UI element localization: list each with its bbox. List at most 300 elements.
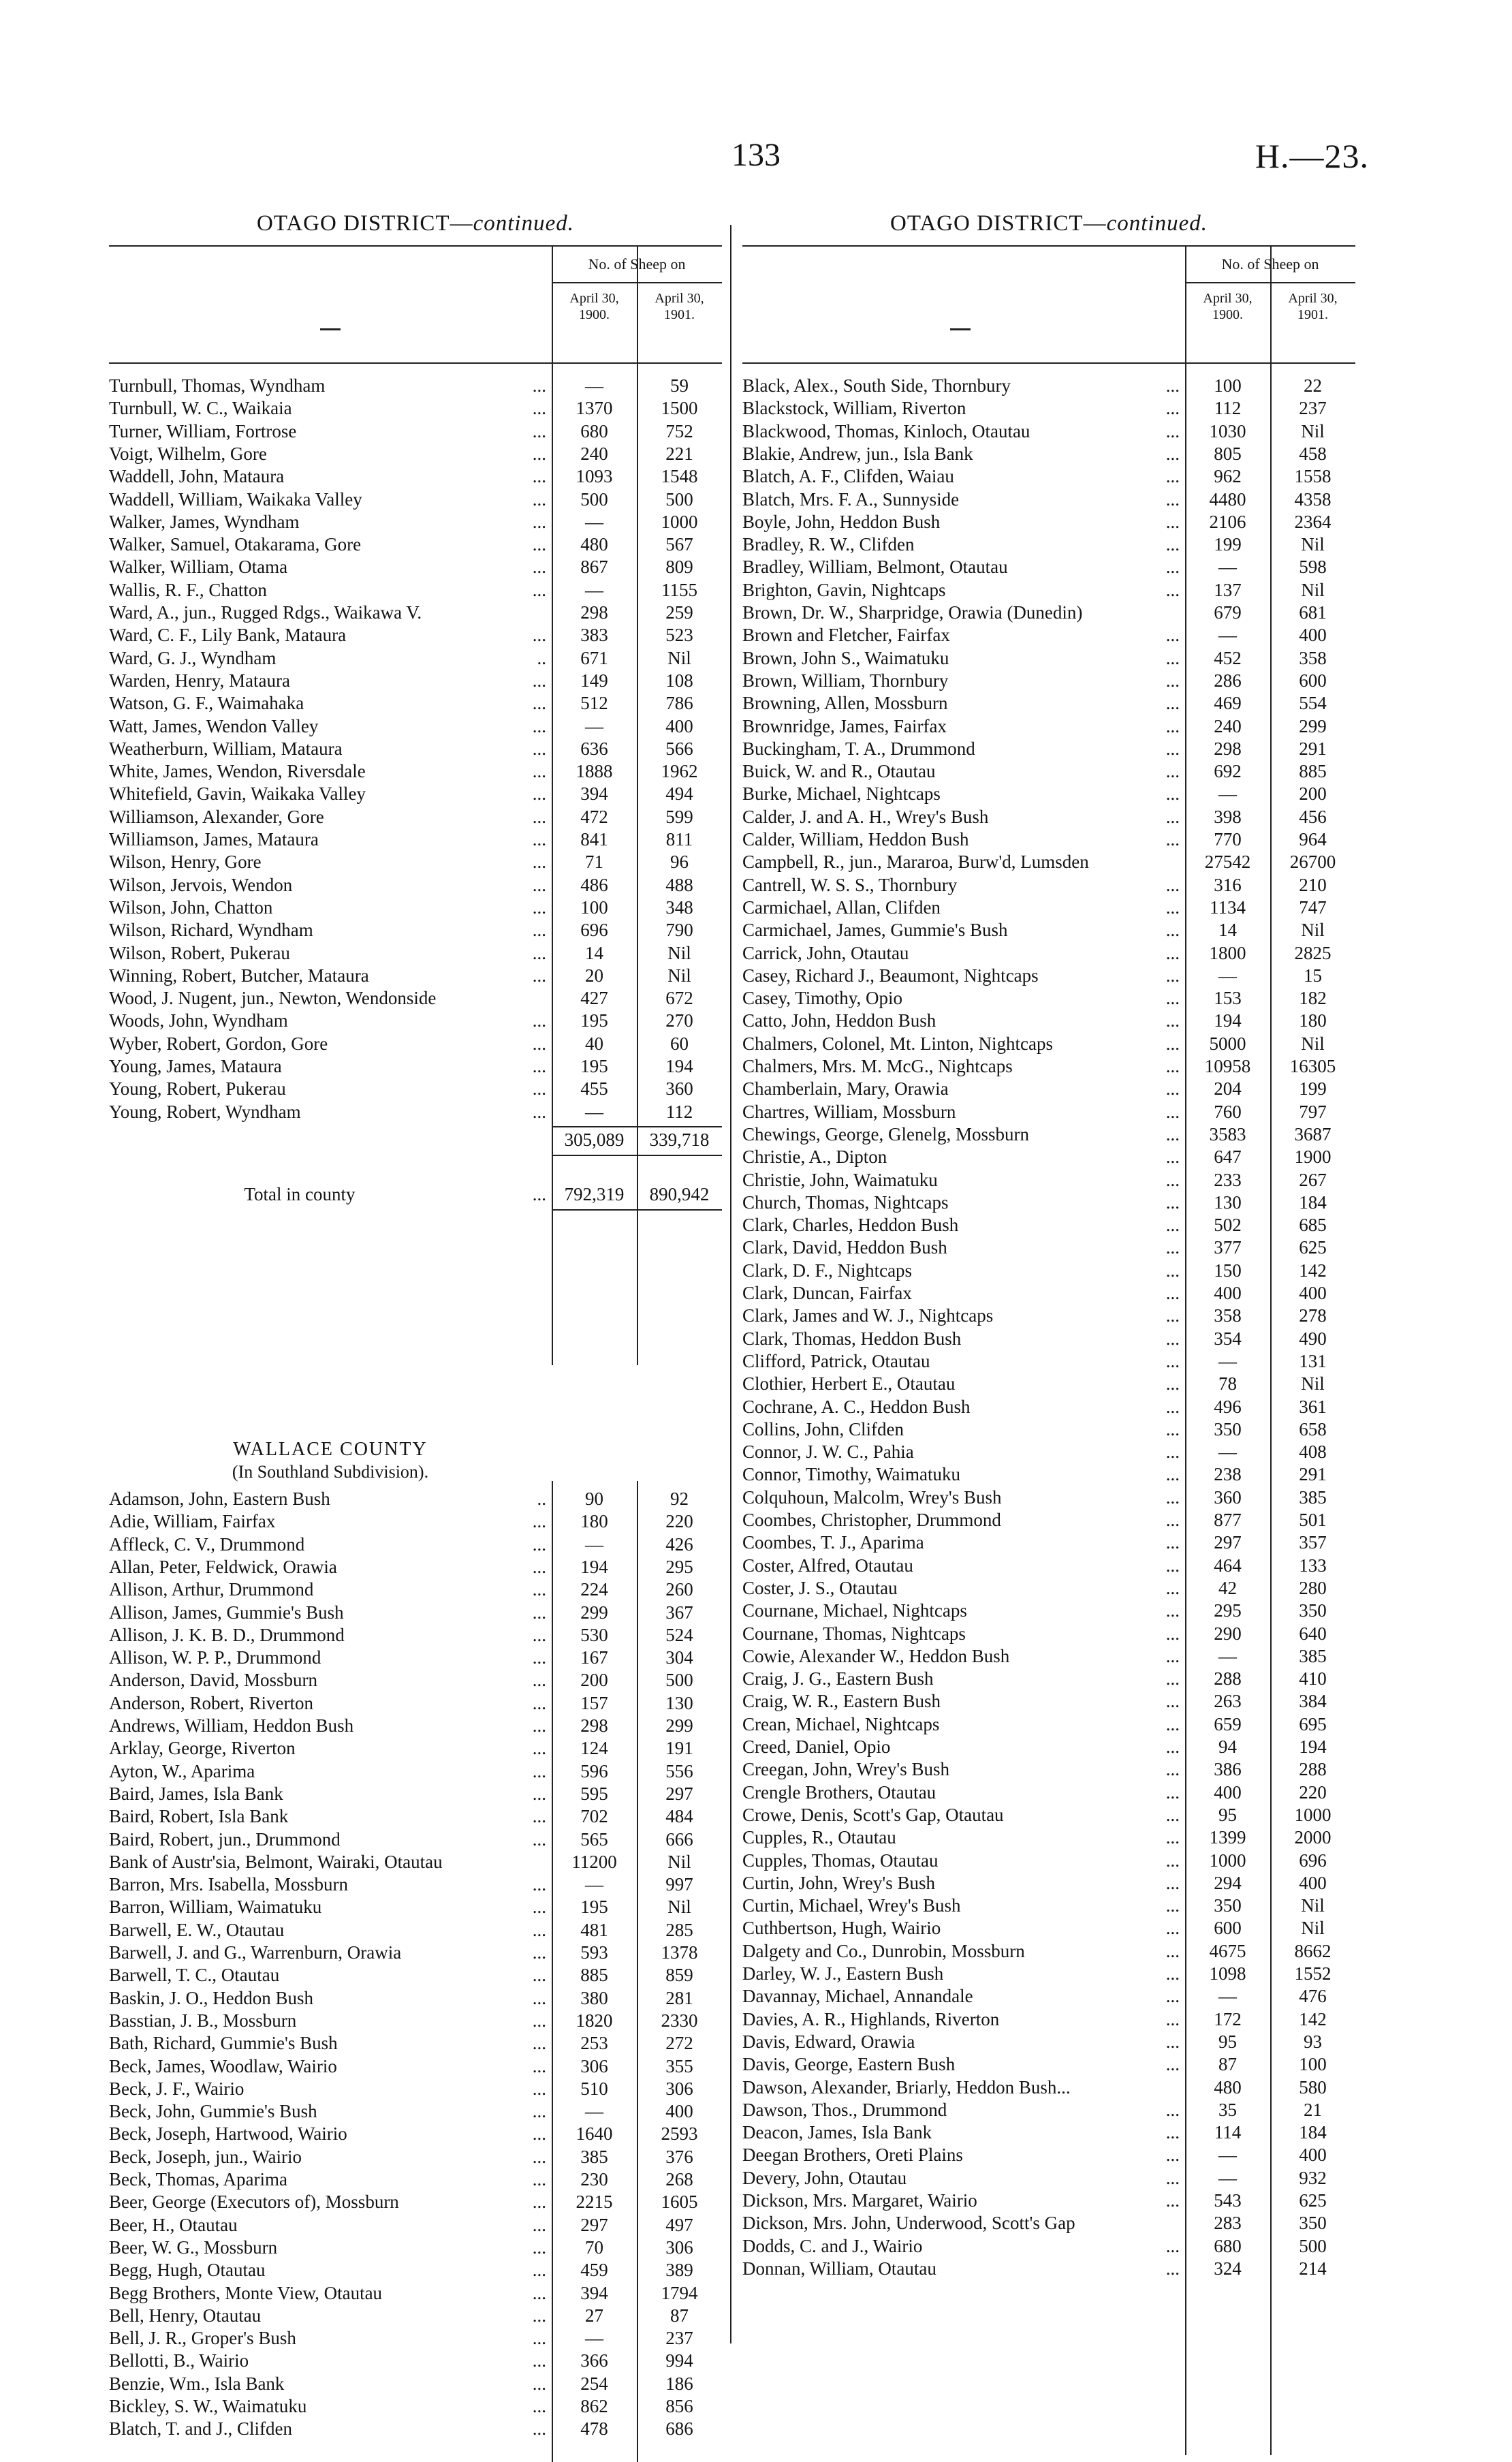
leader-dots: ... (1165, 398, 1180, 419)
sheep-1900: 95 (1218, 1804, 1237, 1825)
leader-dots: ... (1165, 1577, 1180, 1598)
leader-dots: ... (1165, 1645, 1180, 1666)
leader-dots: ... (532, 2305, 546, 2326)
table-row (742, 1350, 1355, 1373)
leader-dots: ... (1165, 1328, 1180, 1349)
sheep-1900: 1370 (576, 398, 613, 419)
leader-dots: ... (532, 2418, 546, 2440)
entry-name: Chalmers, Mrs. M. McG., Nightcaps (742, 1056, 1013, 1076)
sheep-1901: 199 (1299, 1078, 1327, 1100)
sheep-1901: 809 (665, 557, 693, 578)
sheep-1900: 480 (1214, 2076, 1242, 2098)
entry-name: Deegan Brothers, Oreti Plains (742, 2145, 963, 2166)
entry-name: Creegan, John, Wrey's Bush (742, 1759, 949, 1780)
entry-name: Darley, W. J., Eastern Bush (742, 1963, 944, 1984)
sheep-1901: 696 (1299, 1850, 1327, 1871)
entry-name: Chamberlain, Mary, Orawia (742, 1078, 949, 1100)
sheep-1900: 180 (580, 1511, 608, 1532)
leader-dots: ... (532, 874, 546, 895)
entry-name: Clark, Thomas, Heddon Bush (742, 1328, 962, 1349)
sheep-1900: 1820 (576, 2010, 613, 2031)
entry-name: Young, James, Mataura (109, 1056, 282, 1076)
entry-name: Brown and Fletcher, Fairfax (742, 625, 950, 646)
leader-dots: ... (532, 829, 546, 850)
sheep-1901: 400 (665, 2101, 693, 2122)
leader-dots: ... (1165, 1169, 1180, 1190)
leader-dots: ... (532, 2260, 546, 2281)
leader-dots: ... (532, 2328, 546, 2349)
entry-name: Carrick, John, Otautau (742, 942, 909, 963)
leader-dots: ... (1165, 1940, 1180, 1961)
table-row (742, 1917, 1355, 1939)
sheep-1900: — (585, 1874, 603, 1895)
sheep-1900: 1888 (576, 761, 613, 782)
table-row (109, 1488, 722, 1510)
sheep-1900: 199 (1214, 534, 1242, 555)
leader-dots: ... (532, 1987, 546, 2008)
leader-dots: ... (532, 1965, 546, 1986)
entry-name: Bellotti, B., Wairio (109, 2350, 249, 2371)
sheep-1900: 230 (580, 2169, 608, 2190)
table-row (109, 1896, 722, 1918)
leader-dots: ... (532, 1806, 546, 1827)
leader-dots: ... (1165, 1442, 1180, 1463)
sheep-1900: 452 (1214, 647, 1242, 668)
leader-dots: ... (532, 1602, 546, 1623)
sheep-1901: 456 (1299, 806, 1327, 827)
table-row (109, 1737, 722, 1760)
entry-name: Young, Robert, Pukerau (109, 1078, 286, 1100)
sheep-1900: 95 (1218, 2031, 1237, 2052)
sheep-1901: 426 (665, 1533, 693, 1555)
sheep-1901: 598 (1299, 557, 1327, 578)
table-row (109, 738, 722, 760)
sheep-1901: 180 (1299, 1010, 1327, 1031)
sheep-1901: 361 (1299, 1396, 1327, 1417)
table-row (109, 2123, 722, 2145)
entry-name: Cuthbertson, Hugh, Wairio (742, 1918, 941, 1939)
table-row (742, 1396, 1355, 1418)
table-row (742, 1328, 1355, 1350)
sheep-1901: 360 (665, 1078, 693, 1100)
header-col-1901 (637, 290, 722, 323)
table-row (742, 1373, 1355, 1395)
sheep-1900: — (1218, 1986, 1237, 2007)
sheep-1901: Nil (1301, 1918, 1325, 1939)
table-row (742, 420, 1355, 443)
entry-name: Dodds, C. and J., Wairio (742, 2235, 923, 2256)
sheep-1900: — (585, 375, 603, 396)
leader-dots: ... (1165, 1623, 1180, 1644)
entry-name: Brown, John S., Waimatuku (742, 647, 949, 668)
sheep-1901: 410 (1299, 1668, 1327, 1689)
table-row (742, 1850, 1355, 1872)
entry-name: Allison, James, Gummie's Bush (109, 1602, 344, 1623)
entry-name: Carmichael, James, Gummie's Bush (742, 920, 1008, 941)
sheep-1900: 283 (1214, 2213, 1242, 2234)
leader-dots: ... (1165, 1804, 1180, 1825)
sheep-1900: 11200 (571, 1851, 617, 1872)
sheep-1900: 885 (580, 1965, 608, 1986)
sheep-1901: 625 (1299, 1237, 1327, 1258)
table-row (742, 1033, 1355, 1055)
sheep-1900: 240 (1214, 715, 1242, 736)
sheep-1901: 350 (1299, 1600, 1327, 1621)
header-col-1901 (1270, 290, 1355, 323)
table-row (109, 1828, 722, 1851)
sheep-1900: 100 (580, 897, 608, 918)
sheep-1901: 385 (1299, 1486, 1327, 1508)
entry-name: Beck, J. F., Wairio (109, 2078, 245, 2099)
table-rule (552, 1209, 722, 1211)
table-row (109, 1010, 722, 1032)
leader-dots: ... (532, 1919, 546, 1940)
table-row (742, 1736, 1355, 1758)
entry-name: Woods, John, Wyndham (109, 1010, 288, 1031)
sheep-1901: 26700 (1289, 852, 1336, 873)
sheep-1901: 3687 (1294, 1123, 1332, 1144)
page-reference: H.—23. (1255, 137, 1369, 175)
sheep-1900: 149 (580, 670, 608, 691)
sheep-1901: 272 (665, 2033, 693, 2054)
sheep-1901: 16305 (1289, 1056, 1336, 1076)
table-row (109, 897, 722, 919)
sheep-1900: 702 (580, 1806, 608, 1827)
sheep-1900: 299 (580, 1602, 608, 1623)
leader-dots: ... (532, 2396, 546, 2416)
sheep-1900: 112 (1214, 398, 1242, 419)
table-row (109, 1033, 722, 1055)
sheep-1900: — (1218, 1645, 1237, 1666)
leader-dots: ... (532, 2101, 546, 2122)
table-rule (552, 1126, 722, 1127)
left-table-body (109, 364, 722, 2440)
entry-name: Bath, Richard, Gummie's Bush (109, 2033, 338, 2054)
leader-dots: ... (1165, 1101, 1180, 1122)
sheep-1900: 512 (580, 693, 608, 714)
entry-name: Allison, Arthur, Drummond (109, 1579, 314, 1600)
leader-dots: ... (1165, 1373, 1180, 1394)
entry-name: Clark, David, Heddon Bush (742, 1237, 947, 1258)
table-row (109, 2418, 722, 2440)
sheep-1901: 357 (1299, 1532, 1327, 1553)
county-title: WALLACE COUNTY (233, 1439, 428, 1460)
sheep-1901: 490 (1299, 1328, 1327, 1349)
entry-name: Clark, Duncan, Fairfax (742, 1283, 912, 1303)
leader-dots: ... (1165, 2190, 1180, 2211)
table-row (742, 2212, 1355, 2234)
sheep-1901: 384 (1299, 1691, 1327, 1712)
leader-dots: ... (532, 715, 546, 736)
sheep-1900: — (1218, 2167, 1237, 2188)
right-table-body (742, 364, 1355, 2339)
sheep-1900: 2106 (1209, 511, 1246, 532)
entry-name: Colquhoun, Malcolm, Wrey's Bush (742, 1486, 1002, 1508)
sheep-1901: 1548 (661, 466, 698, 487)
sheep-1901: 566 (665, 738, 693, 759)
sheep-1901: 184 (1299, 2122, 1327, 2143)
entry-name: Turner, William, Fortrose (109, 420, 297, 441)
entry-name: Benzie, Wm., Isla Bank (109, 2373, 285, 2394)
entry-name: Allan, Peter, Feldwick, Orawia (109, 1556, 337, 1577)
entry-name: Donnan, William, Otautau (742, 2258, 936, 2279)
sheep-1901: 1794 (661, 2282, 698, 2303)
sheep-1900: 42 (1218, 1577, 1237, 1598)
sheep-1900: 87 (1218, 2054, 1237, 2075)
table-row (742, 2190, 1355, 2212)
leader-dots: ... (532, 2192, 546, 2213)
table-row (742, 1963, 1355, 1985)
title-italic: continued. (1106, 211, 1208, 236)
entry-name: Brown, William, Thornbury (742, 670, 949, 691)
sheep-1900: 167 (580, 1647, 608, 1668)
leader-dots: ... (532, 806, 546, 827)
leader-dots: ... (1165, 1237, 1180, 1258)
table-row (742, 1146, 1355, 1168)
table-row (109, 1101, 722, 1123)
sheep-1901: 59 (670, 375, 689, 396)
entry-name: Anderson, David, Mossburn (109, 1670, 317, 1691)
leader-dots: ... (1165, 1986, 1180, 2007)
leader-dots: ... (532, 852, 546, 873)
subtotal-1900: 305,089 (564, 1129, 625, 1150)
leader-dots: ... (532, 2350, 546, 2371)
table-row (742, 987, 1355, 1010)
leader-dots: ... (1165, 897, 1180, 918)
leader-dots: ... (1165, 738, 1180, 759)
entry-name: Bickley, S. W., Waimatuku (109, 2396, 307, 2416)
leader-dots: ... (1165, 2122, 1180, 2143)
table-row (742, 1078, 1355, 1100)
table-row (742, 602, 1355, 624)
entry-name: Warden, Henry, Mataura (109, 670, 290, 691)
sheep-1900: 71 (585, 852, 603, 873)
sheep-1901: Nil (667, 942, 691, 963)
sheep-1901: 288 (1299, 1759, 1327, 1780)
leader-dots: ... (532, 1101, 546, 1122)
sheep-1900: 195 (580, 1056, 608, 1076)
entry-name: Walker, William, Otama (109, 557, 288, 578)
table-row (742, 2053, 1355, 2076)
sheep-1901: 21 (1304, 2099, 1322, 2120)
entry-name: Beck, Joseph, Hartwood, Wairio (109, 2123, 347, 2145)
leader-dots: ... (1165, 647, 1180, 668)
table-row (742, 1191, 1355, 1214)
sheep-1900: 350 (1214, 1418, 1242, 1439)
entry-name: Curtin, Michael, Wrey's Bush (742, 1895, 961, 1916)
leader-dots: ... (1165, 806, 1180, 827)
sheep-1901: Nil (1301, 579, 1325, 600)
entry-name: Whitefield, Gavin, Waikaka Valley (109, 783, 366, 805)
leader-dots: ... (1165, 579, 1180, 600)
sheep-1901: 295 (665, 1556, 693, 1577)
leader-dots: ... (532, 738, 546, 759)
entry-name: Bell, J. R., Groper's Bush (109, 2328, 296, 2349)
table-row (109, 1987, 722, 2010)
sheep-1900: 70 (585, 2237, 603, 2258)
entry-name: Adamson, John, Eastern Bush (109, 1489, 330, 1509)
entry-name: Clothier, Herbert E., Otautau (742, 1373, 956, 1394)
table-row (742, 647, 1355, 670)
table-row (742, 1010, 1355, 1032)
sheep-1901: 1500 (661, 398, 698, 419)
table-row (742, 919, 1355, 941)
sheep-1900: — (1218, 1442, 1237, 1463)
table-row (742, 2099, 1355, 2121)
sheep-1901: 108 (665, 670, 693, 691)
leader-dots: ... (532, 1738, 546, 1759)
table-row (742, 1305, 1355, 1327)
table-row (109, 375, 722, 397)
leader-dots: ... (1165, 2235, 1180, 2256)
table-row (109, 1805, 722, 1828)
sheep-1900: 295 (1214, 1600, 1242, 1621)
leader-dots: ... (1165, 1850, 1180, 1871)
sheep-1900: 1093 (576, 466, 613, 487)
entry-name: Turnbull, Thomas, Wyndham (109, 375, 326, 396)
sheep-1900: 4675 (1209, 1940, 1246, 1961)
sheep-1901: 811 (665, 829, 693, 850)
entry-name: Barron, William, Waimatuku (109, 1897, 322, 1918)
leader-dots: ... (1165, 1486, 1180, 1508)
sheep-1901: 4358 (1294, 488, 1332, 510)
sheep-1900: 4480 (1209, 488, 1246, 510)
sheep-1901: 400 (1299, 625, 1327, 646)
sheep-1900: 290 (1214, 1623, 1242, 1644)
table-row (742, 1645, 1355, 1668)
sheep-1901: 2593 (661, 2123, 698, 2145)
title-main: OTAGO DISTRICT— (257, 211, 473, 236)
entry-name: Boyle, John, Heddon Bush (742, 511, 941, 532)
entry-name: Adie, William, Fairfax (109, 1511, 276, 1532)
leader-dots: ... (1165, 420, 1180, 441)
table-row (109, 579, 722, 602)
sheep-1901: Nil (1301, 420, 1325, 441)
sheep-1901: 259 (665, 602, 693, 623)
entry-name: Cowie, Alexander W., Heddon Bush (742, 1645, 1010, 1666)
sheep-1900: 150 (1214, 1260, 1242, 1281)
entry-name: Ward, C. F., Lily Bank, Mataura (109, 625, 347, 646)
table-row (109, 443, 722, 465)
sheep-1900: 380 (580, 1987, 608, 2008)
leader-dots: ... (1165, 1691, 1180, 1712)
table-row (109, 828, 722, 851)
entry-name: Cupples, R., Otautau (742, 1827, 896, 1848)
leader-dots: ... (1165, 534, 1180, 555)
table-row (742, 1940, 1355, 1963)
entry-name: Baird, Robert, jun., Drummond (109, 1828, 341, 1850)
table-row (742, 1236, 1355, 1259)
sheep-1901: 220 (665, 1511, 693, 1532)
table-row (742, 1123, 1355, 1146)
sheep-1900: 636 (580, 738, 608, 759)
sheep-1901: 859 (665, 1965, 693, 1986)
sheep-1901: 299 (665, 1715, 693, 1736)
table-row (742, 1872, 1355, 1895)
entry-name: Black, Alex., South Side, Thornbury (742, 375, 1011, 396)
leader-dots: ... (1165, 693, 1180, 714)
leader-dots: ... (1165, 829, 1180, 850)
sheep-1900: 263 (1214, 1691, 1242, 1712)
leader-dots: ... (532, 625, 546, 646)
entry-name: Ward, G. J., Wyndham (109, 647, 277, 668)
sheep-1901: 194 (1299, 1736, 1327, 1757)
entry-name: Beck, John, Gummie's Bush (109, 2101, 317, 2122)
leader-dots: ... (1165, 1010, 1180, 1031)
sheep-1901: 640 (1299, 1623, 1327, 1644)
table-row (109, 533, 722, 556)
sheep-1900: 90 (585, 1489, 603, 1509)
leader-dots: ... (1165, 2258, 1180, 2279)
table-row (742, 1758, 1355, 1781)
entry-name: Walker, Samuel, Otakarama, Gore (109, 534, 362, 555)
sheep-1901: 184 (1299, 1191, 1327, 1213)
sheep-1901: 2364 (1294, 511, 1332, 532)
table-row (109, 624, 722, 646)
sheep-1900: — (585, 579, 603, 600)
sheep-1901: 1155 (661, 579, 697, 600)
entry-name: Wood, J. Nugent, jun., Newton, Wendonside (109, 988, 437, 1009)
sheep-1901: 797 (1299, 1101, 1327, 1122)
sheep-1900: 671 (580, 647, 608, 668)
sheep-1900: — (1218, 557, 1237, 578)
leader-dots: ... (1165, 1759, 1180, 1780)
entry-name: Dalgety and Co., Dunrobin, Mossburn (742, 1940, 1025, 1961)
leader-dots: ... (532, 1828, 546, 1850)
leader-dots: ... (1165, 1283, 1180, 1303)
header-col-1901-line1: April 30, (655, 291, 704, 306)
sheep-1901: 458 (1299, 443, 1327, 464)
sheep-1900: 659 (1214, 1713, 1242, 1734)
table-row (742, 1260, 1355, 1282)
entry-name: Cochrane, A. C., Heddon Bush (742, 1396, 971, 1417)
sheep-1900: 480 (580, 534, 608, 555)
sheep-1901: 1552 (1294, 1963, 1332, 1984)
table-row (109, 670, 722, 692)
sheep-1901: 685 (1299, 1215, 1327, 1236)
leader-dots: ... (1165, 2167, 1180, 2188)
table-row (742, 1826, 1355, 1849)
leader-dots: ... (1165, 1215, 1180, 1236)
leader-dots: ... (532, 398, 546, 419)
sheep-1901: 2330 (661, 2010, 698, 2031)
sheep-1901: 681 (1299, 602, 1327, 623)
table-row (742, 851, 1355, 873)
entry-name: Watson, G. F., Waimahaka (109, 693, 304, 714)
sheep-1900: 679 (1214, 602, 1242, 623)
table-row (742, 1214, 1355, 1236)
table-row (742, 556, 1355, 578)
sheep-1900: 502 (1214, 1215, 1242, 1236)
sheep-1900: 137 (1214, 579, 1242, 600)
entry-name: Wilson, Henry, Gore (109, 852, 262, 873)
sheep-1900: 153 (1214, 988, 1242, 1009)
leader-dots: ... (1165, 2145, 1180, 2166)
sheep-1901: 1000 (661, 511, 698, 532)
sheep-1901: 408 (1299, 1442, 1327, 1463)
leader-dots: ... (532, 1579, 546, 1600)
entry-name: Cournane, Thomas, Nightcaps (742, 1623, 966, 1644)
sheep-1900: 486 (580, 874, 608, 895)
table-row (109, 488, 722, 511)
table-row (742, 2258, 1355, 2280)
table-row (109, 1873, 722, 1896)
sheep-1900: 510 (580, 2078, 608, 2099)
table-row (109, 1715, 722, 1737)
sheep-1900: 14 (585, 942, 603, 963)
sheep-1900: 841 (580, 829, 608, 850)
sheep-1900: — (585, 2328, 603, 2349)
